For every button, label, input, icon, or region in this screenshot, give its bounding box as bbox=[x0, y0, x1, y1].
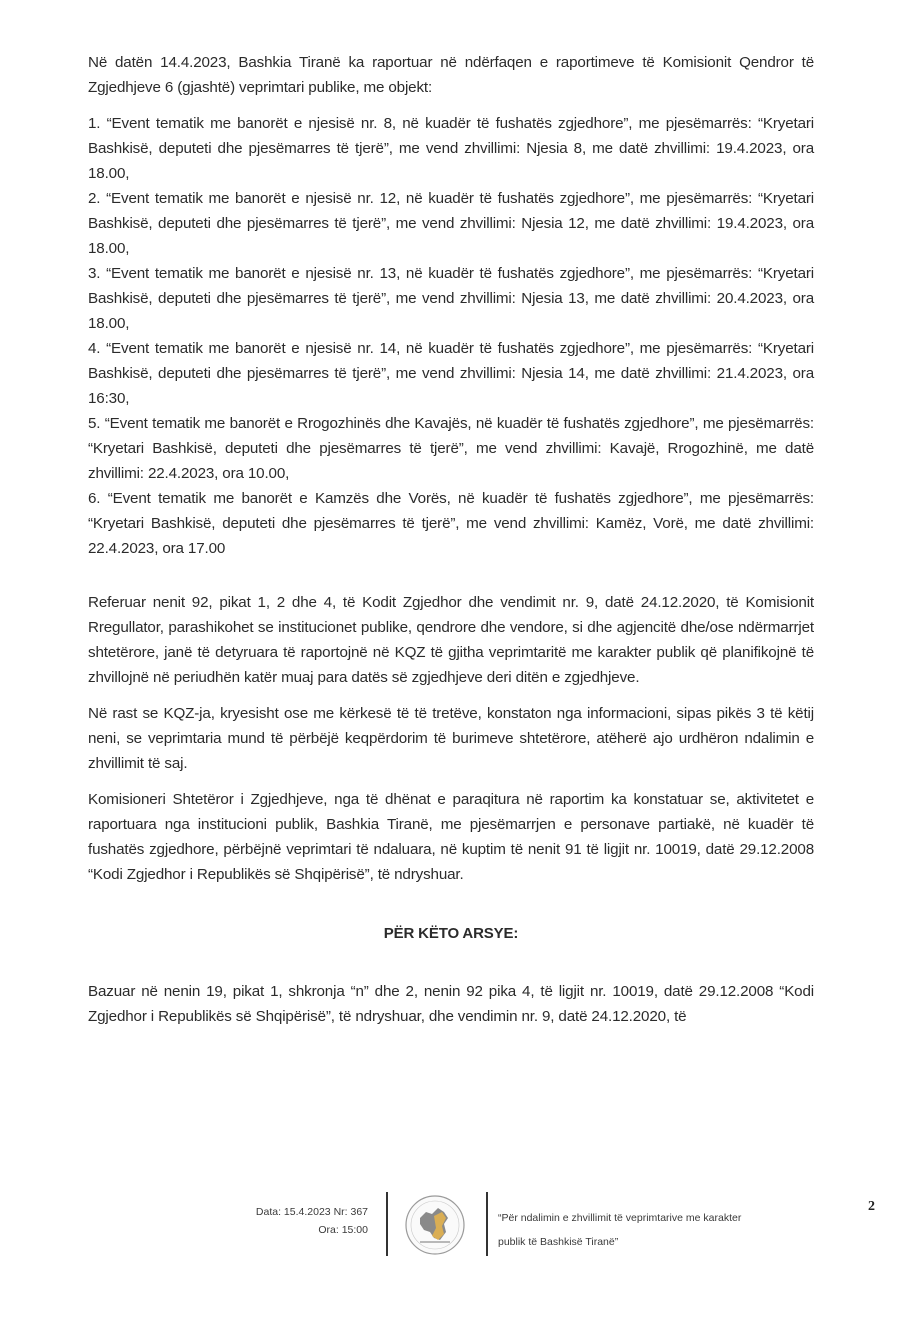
footer-divider bbox=[486, 1192, 488, 1256]
event-item-2: 2. “Event tematik me banorët e njesisë nr. 12, në kuadër të fushatës zgjedhore”, me pjesëmarrës: “Kryetari Bashkisë, deputeti dhe pjesëmarres të tjerë”, me vend zhvillimi: Njesia 12, me datë zhvillimi: 19.4.2023, ora 18.00, bbox=[88, 190, 814, 257]
footer-title-line-2: publik të Bashkisë Tiranë” bbox=[498, 1236, 619, 1248]
footer-divider bbox=[386, 1192, 388, 1256]
footer-time: Ora: 15:00 bbox=[318, 1224, 368, 1236]
event-item-4: 4. “Event tematik me banorët e njesisë nr. 14, në kuadër të fushatës zgjedhore”, me pjesëmarrës: “Kryetari Bashkisë, deputeti dhe pjesëmarres të tjerë”, me vend zhvillimi: Njesia 14, me datë zhvillimi: 21.4.2023, ora 16:30, bbox=[88, 340, 814, 407]
section-heading: PËR KËTO ARSYE: bbox=[383, 925, 519, 942]
event-item-1: 1. “Event tematik me banorët e njesisë nr. 8, në kuadër të fushatës zgjedhore”, me pjesëmarrës: “Kryetari Bashkisë, deputeti dhe pjesëmarres të tjerë”, me vend zhvillimi: Njesia 8, me datë zhvillimi: 19.4.2023, ora 18.00, bbox=[88, 115, 814, 182]
footer-metadata bbox=[200, 1203, 368, 1239]
finding-paragraph: Komisioneri Shtetëror i Zgjedhjeve, nga të dhënat e paraqitura në raportim ka konstatuar se, aktivitetet e raportuara nga institucioni publik, Bashkia Tiranë, me pjesëmarrjen e personave partiakë, në kuadër të fushatës zgjedhore, përbëjnë veprimtari të ndaluara, në kuptim të nenit 91 të ligjit nr. 10019, datë 29.12.2008 “Kodi Zgjedhor i Republikës së Shqipërisë”, të ndryshuar. bbox=[88, 791, 814, 883]
footer-date-number: Data: 15.4.2023 Nr: 367 bbox=[255, 1206, 368, 1218]
closing-paragraph: Bazuar në nenin 19, pikat 1, shkronja “n” dhe 2, nenin 92 pika 4, të ligjit nr. 10019, datë 29.12.2008 “Kodi Zgjedhor i Republikës së Shqipërisë”, të ndryshuar, dhe vendimin nr. 9, datë 24.12.2020, të bbox=[88, 983, 814, 1025]
page-footer bbox=[0, 1186, 900, 1266]
footer-decision-title bbox=[498, 1206, 758, 1254]
event-item-6: 6. “Event tematik me banorët e Kamzës dhe Vorës, në kuadër të fushatës zgjedhore”, me pjesëmarrës: “Kryetari Bashkisë, deputeti dhe pjesëmarres të tjerë”, me vend zhvillimi: Kamëz, Vorë, me datë zhvillimi: 22.4.2023, ora 17.00 bbox=[88, 490, 814, 557]
event-item-3: 3. “Event tematik me banorët e njesisë nr. 13, në kuadër të fushatës zgjedhore”, me pjesëmarrës: “Kryetari Bashkisë, deputeti dhe pjesëmarres të tjerë”, me vend zhvillimi: Njesia 13, me datë zhvillimi: 20.4.2023, ora 18.00, bbox=[88, 265, 814, 332]
kqz-seal-icon bbox=[404, 1194, 466, 1256]
legal-reference-paragraph: Referuar nenit 92, pikat 1, 2 dhe 4, të Kodit Zgjedhor dhe vendimit nr. 9, datë 24.12.2020, të Komisionit Rregullator, parashikohet se institucionet publike, qendrore dhe vendore, si dhe agjencitë dhe/ose ndërmarrjet shtetërore, janë të detyruara të raportojnë në KQZ të gjitha veprimtaritë me karakter publik që planifikojnë të zhvillojnë në periudhën katër muaj para datës së zgjedhjeve deri ditën e zgjedhjeve. bbox=[88, 594, 814, 686]
kqz-power-paragraph: Në rast se KQZ-ja, kryesisht ose me kërkesë të të tretëve, konstaton nga informacioni, sipas pikës 3 të këtij neni, se veprimtaria mund të përbëjë keqpërdorim të burimeve shtetërore, atëherë ajo urdhëron ndalimin e zhvillimit të saj. bbox=[88, 705, 814, 772]
intro-paragraph: Në datën 14.4.2023, Bashkia Tiranë ka raportuar në ndërfaqen e raportimeve të Komisionit Qendror të Zgjedhjeve 6 (gjashtë) veprimtari publike, me objekt: bbox=[88, 54, 814, 96]
event-item-5: 5. “Event tematik me banorët e Rrogozhinës dhe Kavajës, në kuadër të fushatës zgjedhore”, me pjesëmarrës: “Kryetari Bashkisë, deputeti dhe pjesëmarres të tjerë”, me vend zhvillimi: Kavajë, Rrogozhinë, me datë zhvillimi: 22.4.2023, ora 10.00, bbox=[88, 415, 814, 482]
spacer bbox=[88, 561, 814, 590]
footer-title-line-1: “Për ndalimin e zhvillimit të veprimtarive me karakter bbox=[498, 1212, 742, 1224]
document-body bbox=[88, 50, 814, 1029]
page-number: 2 bbox=[868, 1199, 875, 1214]
